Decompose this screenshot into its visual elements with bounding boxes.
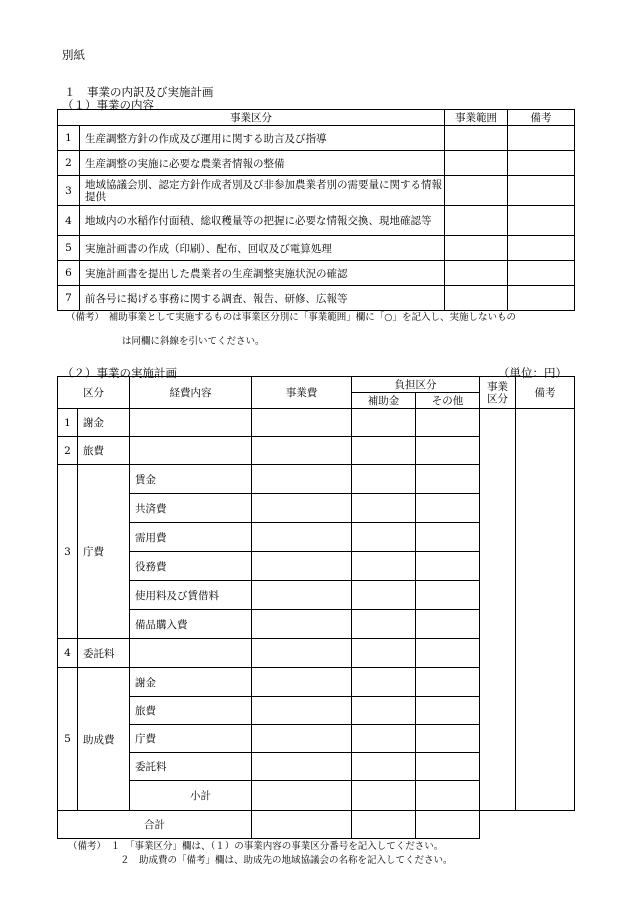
- row-description: 実施計画書の作成（印刷）、配布、回収及び電算処理: [80, 236, 445, 261]
- cost-cell[interactable]: [252, 639, 352, 668]
- group-name: 助成費: [78, 668, 130, 811]
- scope-cell[interactable]: [445, 176, 508, 206]
- other-cell[interactable]: [416, 811, 480, 839]
- cost-cell[interactable]: [252, 494, 352, 523]
- remarks-cell[interactable]: [508, 206, 575, 236]
- row-description: 地域協議会別、認定方針作成者別及び非参加農業者別の需要量に関する情報提供: [80, 176, 445, 206]
- cost-cell[interactable]: [252, 811, 352, 839]
- row-description: 前各号に掲げる事務に関する調査、報告、研修、広報等: [80, 286, 445, 311]
- other-cell[interactable]: [416, 581, 480, 610]
- group-number: 5: [58, 668, 78, 811]
- other-cell[interactable]: [416, 610, 480, 639]
- implementation-plan-table: [57, 376, 575, 839]
- table2-note-line1: （備考） １ 「事業区分」欄は、（１）の事業内容の事業区分番号を記入してください。: [68, 841, 444, 852]
- subsidy-cell[interactable]: [352, 610, 416, 639]
- row-description: 生産調整方針の作成及び運用に関する助言及び指導: [80, 126, 445, 151]
- expense-item: 旅費: [130, 697, 252, 725]
- row-number: 4: [58, 206, 80, 236]
- subsidy-cell[interactable]: [352, 639, 416, 668]
- row-number: 6: [58, 261, 80, 286]
- other-cell[interactable]: [416, 437, 480, 465]
- header-remarks: 備考: [508, 110, 575, 126]
- other-cell[interactable]: [416, 725, 480, 753]
- expense-item: 庁費: [130, 725, 252, 753]
- scope-cell[interactable]: [445, 126, 508, 151]
- remarks-cell[interactable]: [508, 176, 575, 206]
- row-number: 5: [58, 236, 80, 261]
- business-content-table: [57, 109, 575, 311]
- expense-item: 委託料: [130, 753, 252, 781]
- table-row: [58, 261, 575, 286]
- subsidy-cell[interactable]: [352, 753, 416, 781]
- row-description: 実施計画書を提出した農業者の生産調整実施状況の確認: [80, 261, 445, 286]
- group-name: 旅費: [78, 437, 130, 465]
- subsection-1-title: （１）事業の内容: [62, 98, 154, 112]
- header-project-category-line2: 区分: [487, 392, 508, 405]
- cost-cell[interactable]: [252, 552, 352, 581]
- other-cell[interactable]: [416, 668, 480, 697]
- subsidy-cell[interactable]: [352, 552, 416, 581]
- row-number: 3: [58, 176, 80, 206]
- header-other: その他: [416, 393, 480, 409]
- scope-cell[interactable]: [445, 261, 508, 286]
- table-row: [58, 286, 575, 311]
- header-cost: 事業費: [252, 377, 352, 409]
- remarks-cell[interactable]: [508, 151, 575, 176]
- other-cell[interactable]: [416, 639, 480, 668]
- cost-cell[interactable]: [252, 437, 352, 465]
- expense-cell[interactable]: [130, 409, 252, 437]
- row-number: 7: [58, 286, 80, 311]
- table-row: [58, 176, 575, 206]
- header-remarks: 備考: [516, 377, 575, 409]
- header-burden: 負担区分: [352, 377, 480, 393]
- other-cell[interactable]: [416, 753, 480, 781]
- expense-item: 賃金: [130, 465, 252, 494]
- subsidy-cell[interactable]: [352, 581, 416, 610]
- attachment-label: 別紙: [62, 48, 85, 62]
- subtotal-label: 小計: [130, 781, 252, 811]
- unit-label: （単位：円）: [498, 366, 567, 380]
- group-name: 謝金: [78, 409, 130, 437]
- header-category: 区分: [58, 377, 130, 409]
- row-description: 生産調整の実施に必要な農業者情報の整備: [80, 151, 445, 176]
- subsidy-cell[interactable]: [352, 668, 416, 697]
- subsection-2-title: （２）事業の実施計画: [62, 366, 177, 380]
- cost-cell[interactable]: [252, 697, 352, 725]
- other-cell[interactable]: [416, 465, 480, 494]
- cost-cell[interactable]: [252, 523, 352, 552]
- other-cell[interactable]: [416, 697, 480, 725]
- subsidy-cell[interactable]: [352, 781, 416, 811]
- cost-cell[interactable]: [252, 753, 352, 781]
- subsidy-cell[interactable]: [352, 523, 416, 552]
- other-cell[interactable]: [416, 781, 480, 811]
- expense-item: 役務費: [130, 552, 252, 581]
- expense-cell[interactable]: [130, 437, 252, 465]
- table1-note-line1: （備考） 補助事業として実施するものは事業区分別に「事業範囲」欄に「○」を記入し、実施しないもの: [66, 312, 517, 323]
- project-category-cell[interactable]: [480, 409, 516, 811]
- cost-cell[interactable]: [252, 409, 352, 437]
- table-row: [58, 126, 575, 151]
- remarks-cell[interactable]: [508, 286, 575, 311]
- header-project-category-line1: 事業: [487, 380, 508, 393]
- subsidy-cell[interactable]: [352, 465, 416, 494]
- group-number: 3: [58, 465, 78, 639]
- other-cell[interactable]: [416, 552, 480, 581]
- expense-item: 謝金: [130, 668, 252, 697]
- group-number: 1: [58, 409, 78, 437]
- group-number: 4: [58, 639, 78, 668]
- row-number: 1: [58, 126, 80, 151]
- header-expense: 経費内容: [130, 377, 252, 409]
- table-row: [58, 811, 575, 839]
- expense-cell[interactable]: [130, 639, 252, 668]
- expense-item: 使用料及び賃借料: [130, 581, 252, 610]
- row-number: 2: [58, 151, 80, 176]
- group-number: 2: [58, 437, 78, 465]
- table-row: [58, 151, 575, 176]
- header-category: 事業区分: [58, 110, 445, 126]
- other-cell[interactable]: [416, 523, 480, 552]
- remarks-cell[interactable]: [508, 126, 575, 151]
- table-row: [58, 206, 575, 236]
- subsidy-cell[interactable]: [352, 494, 416, 523]
- header-project-category: [480, 377, 516, 409]
- remarks-cell[interactable]: [508, 261, 575, 286]
- scope-cell[interactable]: [445, 286, 508, 311]
- subsidy-cell[interactable]: [352, 725, 416, 753]
- group-name: 委託料: [78, 639, 130, 668]
- remarks-cell[interactable]: [508, 236, 575, 261]
- subsidy-cell[interactable]: [352, 811, 416, 839]
- group-name: 庁費: [78, 465, 130, 639]
- other-cell[interactable]: [416, 409, 480, 437]
- row-description: 地域内の水稲作付面積、総収穫量等の把握に必要な情報交換、現地確認等: [80, 206, 445, 236]
- scope-cell[interactable]: [445, 151, 508, 176]
- cost-cell[interactable]: [252, 610, 352, 639]
- total-label: 合計: [58, 811, 252, 839]
- cost-cell[interactable]: [252, 581, 352, 610]
- other-cell[interactable]: [416, 494, 480, 523]
- cost-cell[interactable]: [252, 465, 352, 494]
- section-title: １ 事業の内訳及び実施計画: [64, 85, 214, 99]
- scope-cell[interactable]: [445, 236, 508, 261]
- remarks-cell[interactable]: [516, 409, 575, 811]
- table2-note-line2: ２ 助成費の「備考」欄は、助成先の地域協議会の名称を記入してください。: [120, 855, 453, 866]
- subsidy-cell[interactable]: [352, 409, 416, 437]
- expense-item: 需用費: [130, 523, 252, 552]
- cost-cell[interactable]: [252, 668, 352, 697]
- header-subsidy: 補助金: [352, 393, 416, 409]
- cost-cell[interactable]: [252, 781, 352, 811]
- scope-cell[interactable]: [445, 206, 508, 236]
- expense-item: 備品購入費: [130, 610, 252, 639]
- table1-note-line2: は同欄に斜線を引いてください。: [122, 336, 265, 347]
- subsidy-cell[interactable]: [352, 437, 416, 465]
- header-scope: 事業範囲: [445, 110, 508, 126]
- table-row: [58, 409, 575, 437]
- cost-cell[interactable]: [252, 725, 352, 753]
- table-row: [58, 236, 575, 261]
- subsidy-cell[interactable]: [352, 697, 416, 725]
- expense-item: 共済費: [130, 494, 252, 523]
